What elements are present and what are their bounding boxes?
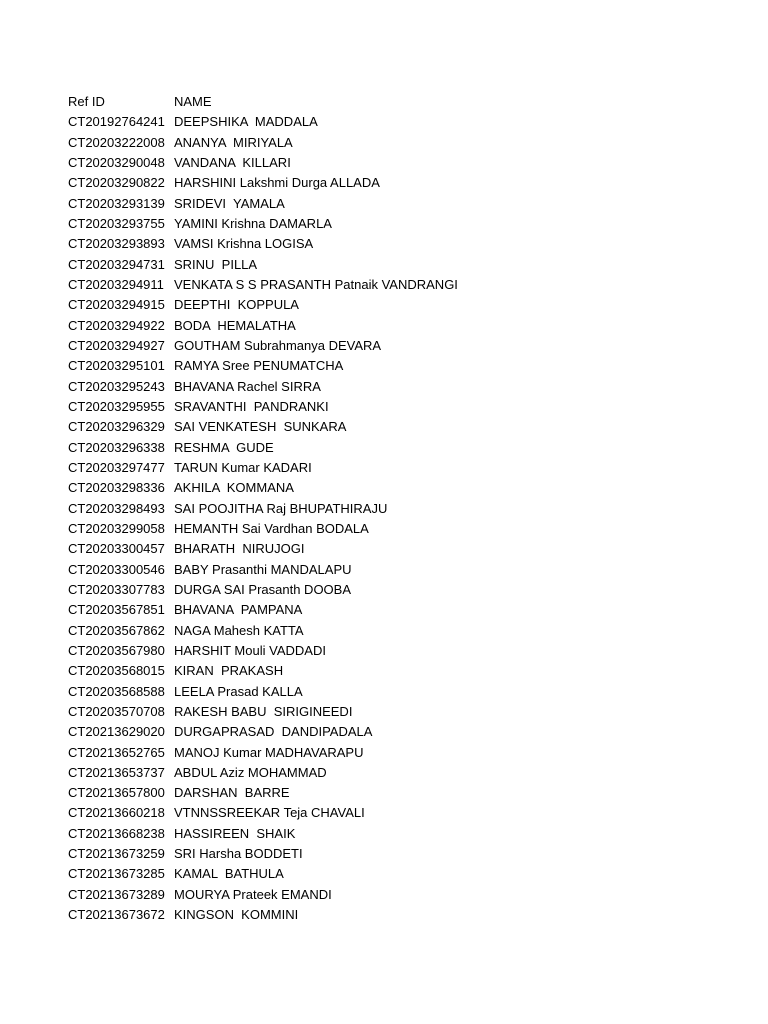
table-row [68,885,728,905]
name-cell: SAI VENKATESH SUNKARA [174,419,347,435]
table-row [68,397,728,417]
table-row [68,295,728,315]
table-row [68,173,728,193]
name-cell: BODA HEMALATHA [174,317,296,333]
name-cell: VANDANA KILLARI [174,154,291,170]
ref-id-cell: CT20203294731 [68,256,165,272]
table-row [68,722,728,742]
name-cell: KAMAL BATHULA [174,866,284,882]
name-cell: BHAVANA Rachel SIRRA [174,378,321,394]
ref-id-cell: CT20203296329 [68,419,165,435]
table-body [68,112,728,925]
ref-id-cell: CT20213673672 [68,907,165,923]
ref-id-cell: CT20203294915 [68,297,165,313]
ref-id-cell: CT20213629020 [68,724,165,740]
name-cell: ANANYA MIRIYALA [174,134,293,150]
ref-id-cell: CT20213653737 [68,764,165,780]
table-row [68,844,728,864]
ref-id-cell: CT20203300546 [68,561,165,577]
name-cell: VTNNSSREEKAR Teja CHAVALI [174,805,365,821]
name-cell: MOURYA Prateek EMANDI [174,886,332,902]
header-ref-id: Ref ID [68,94,105,109]
table-row [68,194,728,214]
name-cell: RESHMA GUDE [174,439,274,455]
table-row [68,478,728,498]
table-row [68,621,728,641]
name-cell: SRI Harsha BODDETI [174,846,303,862]
table-row [68,214,728,234]
ref-id-cell: CT20203293893 [68,236,165,252]
table-row [68,580,728,600]
name-cell: SAI POOJITHA Raj BHUPATHIRAJU [174,500,388,516]
ref-id-cell: CT20203568015 [68,663,165,679]
table-row [68,661,728,681]
table-row [68,803,728,823]
ref-id-cell: CT20203300457 [68,541,165,557]
ref-id-cell: CT20203567862 [68,622,165,638]
ref-id-cell: CT20213657800 [68,785,165,801]
table-row [68,763,728,783]
ref-id-cell: CT20213673285 [68,866,165,882]
ref-id-cell: CT20203222008 [68,134,165,150]
name-cell: SRAVANTHI PANDRANKI [174,398,329,414]
table-row [68,702,728,722]
table-row [68,539,728,559]
header-name: NAME [174,94,212,109]
ref-id-cell: CT20203298336 [68,480,165,496]
ref-id-cell: CT20203296338 [68,439,165,455]
table-row [68,641,728,661]
table-row [68,336,728,356]
name-cell: DARSHAN BARRE [174,785,290,801]
ref-id-cell: CT20213668238 [68,825,165,841]
name-cell: SRIDEVI YAMALA [174,195,285,211]
table-row [68,377,728,397]
name-cell: TARUN Kumar KADARI [174,459,312,475]
ref-id-cell: CT20213673259 [68,846,165,862]
ref-id-cell: CT20203299058 [68,520,165,536]
ref-id-cell: CT20203295243 [68,378,165,394]
ref-id-cell: CT20203295101 [68,358,165,374]
table-row [68,682,728,702]
table-row [68,356,728,376]
name-cell: MANOJ Kumar MADHAVARAPU [174,744,364,760]
table-row [68,560,728,580]
table-row [68,499,728,519]
name-cell: RAKESH BABU SIRIGINEEDI [174,703,353,719]
name-cell: KIRAN PRAKASH [174,663,284,679]
table-header [68,92,728,112]
name-cell: ABDUL Aziz MOHAMMAD [174,764,327,780]
table-row [68,112,728,132]
ref-id-cell: CT20192764241 [68,114,165,130]
ref-name-table [68,92,728,925]
table-row [68,458,728,478]
ref-id-cell: CT20203297477 [68,459,165,475]
name-cell: HARSHINI Lakshmi Durga ALLADA [174,175,380,191]
name-cell: KINGSON KOMMINI [174,907,299,923]
name-cell: DURGA SAI Prasanth DOOBA [174,581,352,597]
name-cell: AKHILA KOMMANA [174,480,294,496]
table-row [68,133,728,153]
ref-id-cell: CT20203293755 [68,215,165,231]
name-cell: DEEPSHIKA MADDALA [174,114,318,130]
table-row [68,783,728,803]
ref-id-cell: CT20213673289 [68,886,165,902]
ref-id-cell: CT20203567980 [68,642,165,658]
table-row [68,743,728,763]
name-cell: HARSHIT Mouli VADDADI [174,642,326,658]
table-row [68,255,728,275]
name-cell: BABY Prasanthi MANDALAPU [174,561,352,577]
name-cell: VAMSI Krishna LOGISA [174,236,314,252]
name-cell: HASSIREEN SHAIK [174,825,296,841]
ref-id-cell: CT20203298493 [68,500,165,516]
ref-id-cell: CT20203290048 [68,154,165,170]
ref-id-cell: CT20203570708 [68,703,165,719]
ref-id-cell: CT20203294927 [68,337,165,353]
ref-id-cell: CT20203568588 [68,683,165,699]
table-row [68,864,728,884]
ref-id-cell: CT20213660218 [68,805,165,821]
table-row [68,234,728,254]
ref-id-cell: CT20203295955 [68,398,165,414]
name-cell: VENKATA S S PRASANTH Patnaik VANDRANGI [174,276,458,292]
table-row [68,905,728,925]
name-cell: RAMYA Sree PENUMATCHA [174,358,344,374]
name-cell: NAGA Mahesh KATTA [174,622,304,638]
table-row [68,519,728,539]
ref-id-cell: CT20203290822 [68,175,165,191]
name-cell: YAMINI Krishna DAMARLA [174,215,332,231]
name-cell: HEMANTH Sai Vardhan BODALA [174,520,369,536]
ref-id-cell: CT20213652765 [68,744,165,760]
table-row [68,417,728,437]
ref-id-cell: CT20203294922 [68,317,165,333]
ref-id-cell: CT20203293139 [68,195,165,211]
table-row [68,824,728,844]
name-cell: GOUTHAM Subrahmanya DEVARA [174,337,382,353]
ref-id-cell: CT20203567851 [68,602,165,618]
ref-id-cell: CT20203307783 [68,581,165,597]
name-cell: SRINU PILLA [174,256,258,272]
ref-id-cell: CT20203294911 [68,276,164,292]
table-row [68,316,728,336]
table-row [68,438,728,458]
name-cell: BHARATH NIRUJOGI [174,541,305,557]
table-row [68,275,728,295]
table-row [68,600,728,620]
name-cell: BHAVANA PAMPANA [174,602,303,618]
name-cell: DURGAPRASAD DANDIPADALA [174,724,373,740]
name-cell: LEELA Prasad KALLA [174,683,303,699]
name-cell: DEEPTHI KOPPULA [174,297,299,313]
table-row [68,153,728,173]
